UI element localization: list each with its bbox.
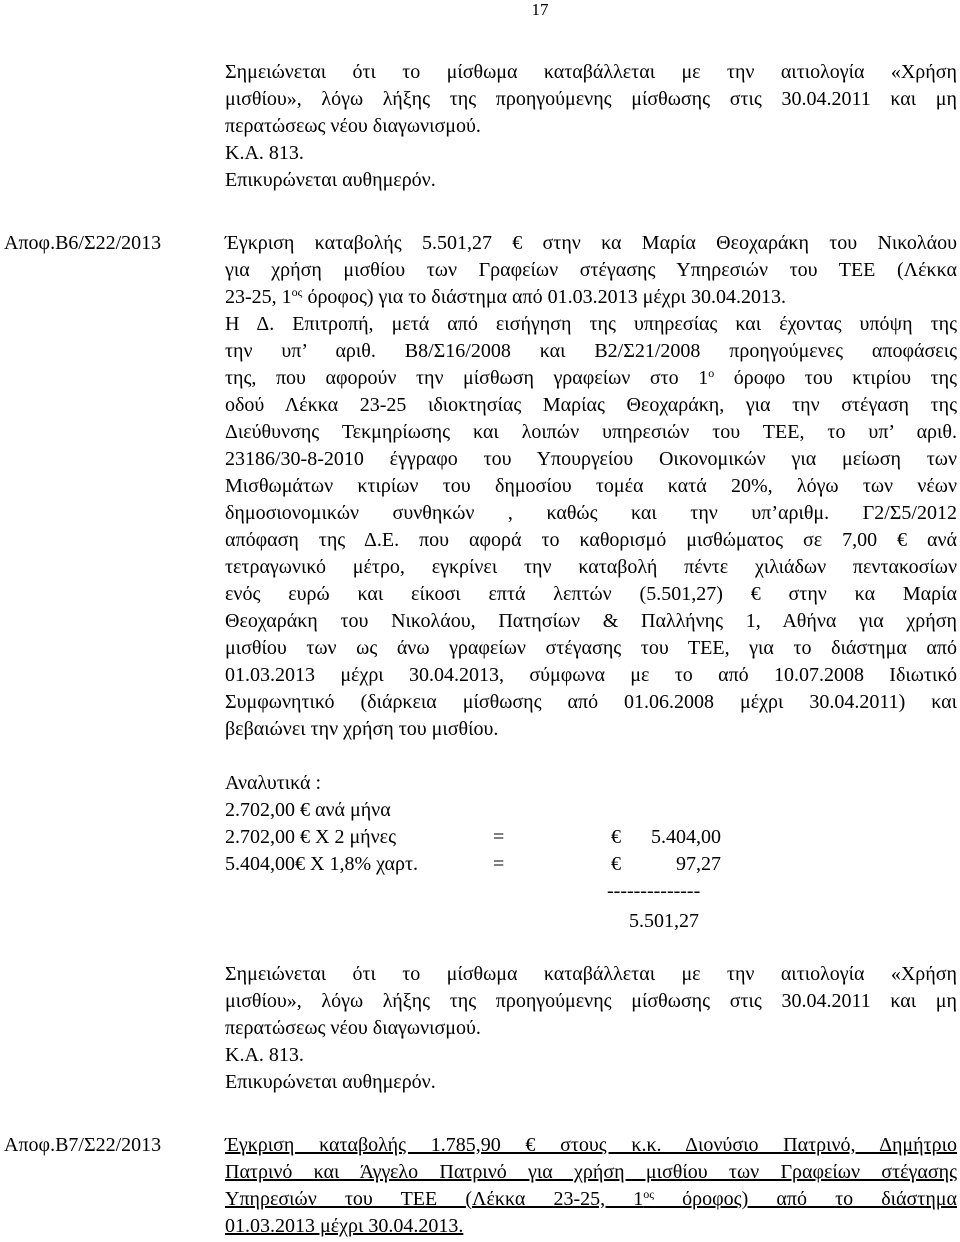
- note-line: Σημειώνεται ότι το μίσθωμα καταβάλλεται με την αιτιολογία «Χρήση: [225, 963, 957, 985]
- body-line: ενός ευρώ και είκοσι επτά λεπτών (5.501,27) € στην κα Μαρία: [225, 583, 957, 605]
- calc-amount: 5.404,00: [651, 826, 721, 848]
- body-line: Θεοχαράκη του Νικολάου, Πατησίων & Παλλήνης 1, Αθήνα για χρήση: [225, 610, 957, 632]
- body-line: 01.03.2013 μέχρι 30.04.2013, σύμφωνα με το από 10.07.2008 Ιδιωτικό: [225, 664, 957, 686]
- text-part: όροφος) από το διάστημα: [654, 1188, 957, 1210]
- note-block-1: [225, 59, 957, 194]
- superscript: ο: [708, 366, 715, 380]
- note-line: περατώσεως νέου διαγωνισμού.: [225, 115, 481, 137]
- calc-total-row: [225, 908, 745, 935]
- calc-rule: --------------: [607, 880, 701, 902]
- decision-title-line: 01.03.2013 μέχρι 30.04.2013.: [225, 1215, 464, 1237]
- text-part: της, που αφορούν την μίσθωση γραφείων στο 1: [225, 367, 709, 389]
- body-line: μισθίου των ως άνω γραφείων στέγασης του ΤΕΕ, για το διάστημα από: [225, 637, 957, 659]
- calc-eq: =: [493, 853, 505, 875]
- note-line: μισθίου», λόγω λήξης της προηγούμενης μίσθωσης στις 30.04.2011 και μη: [225, 990, 957, 1012]
- calc-currency: €: [611, 826, 621, 848]
- note-line: Επικυρώνεται αυθημερόν.: [225, 169, 436, 191]
- calc-total: 5.501,27: [629, 910, 699, 932]
- text-part: 23-25, 1: [225, 286, 292, 308]
- page-number: 17: [531, 0, 549, 19]
- body-line: δημοσιονομικών συνθηκών , καθώς και την υπ’αριθμ. Γ2/Σ5/2012: [225, 502, 957, 524]
- decision-title-line: [225, 1186, 957, 1213]
- note-line: Επικυρώνεται αυθημερόν.: [225, 1071, 436, 1093]
- superscript: ος: [291, 285, 303, 299]
- text-part: όροφος) για το διάστημα από 01.03.2013 μέχρι 30.04.2013.: [302, 286, 786, 308]
- decision-title-line: Έγκριση καταβολής 5.501,27 € στην κα Μαρία Θεοχαράκη του Νικολάου: [225, 232, 957, 254]
- body-line: [225, 365, 957, 392]
- body-line: 23186/30-8-2010 έγγραφο του Υπουργείου Οικονομικών για μείωση των: [225, 448, 957, 470]
- body-line: Συμφωνητικό (διάρκεια μίσθωσης από 01.06.2008 μέχρι 30.04.2011) και: [225, 691, 957, 713]
- note-line: Κ.Α. 813.: [225, 142, 304, 164]
- calc-row: [225, 824, 745, 851]
- body-line: Μισθωμάτων κτιρίων του δημοσίου τομέα κατά 20%, λόγω των νέων: [225, 475, 957, 497]
- note-line: Κ.Α. 813.: [225, 1044, 304, 1066]
- note-line: Σημειώνεται ότι το μίσθωμα καταβάλλεται με την αιτιολογία «Χρήση: [225, 61, 957, 83]
- calc-row: [225, 851, 745, 878]
- decision-label-b6: Αποφ.Β6/Σ22/2013: [4, 232, 162, 254]
- body-line: βεβαιώνει την χρήση του μισθίου.: [225, 718, 499, 740]
- decision-title-line: για χρήση μισθίου των Γραφείων στέγασης Υπηρεσιών του ΤΕΕ (Λέκκα: [225, 259, 957, 281]
- calc-eq: =: [493, 826, 505, 848]
- analysis-title: Αναλυτικά :: [225, 772, 322, 794]
- decision-title-line: [225, 284, 957, 311]
- calc-amount: 97,27: [676, 853, 721, 875]
- body-line: οδού Λέκκα 23-25 ιδιοκτησίας Μαρίας Θεοχαράκη, για την στέγαση της: [225, 394, 957, 416]
- note-line: μισθίου», λόγω λήξης της προηγούμενης μίσθωσης στις 30.04.2011 και μη: [225, 88, 957, 110]
- body-line: τετραγωνικό μέτρο, εγκρίνει την καταβολή πέντε χιλιάδων πεντακοσίων: [225, 556, 957, 578]
- text-part: Υπηρεσιών του ΤΕΕ (Λέκκα 23-25, 1: [225, 1188, 644, 1210]
- calc-currency: €: [611, 853, 621, 875]
- calc-left: 5.404,00€ Χ 1,8% χαρτ.: [225, 853, 419, 875]
- calculation-block: [225, 770, 745, 935]
- decision-b6: [225, 230, 957, 743]
- body-line: απόφαση της Δ.Ε. που αφορά το καθορισμό μισθώματος σε 7,00 € ανά: [225, 529, 957, 551]
- decision-title-line: Έγκριση καταβολής 1.785,90 € στους κ.κ. Διονύσιο Πατρινό, Δημήτριο: [225, 1134, 957, 1156]
- calc-left: 2.702,00 € Χ 2 μήνες: [225, 826, 396, 848]
- body-line: την υπ’ αριθ. Β8/Σ16/2008 και Β2/Σ21/2008 προηγούμενες αποφάσεις: [225, 340, 957, 362]
- superscript: ος: [643, 1187, 655, 1201]
- body-line: Η Δ. Επιτροπή, μετά από εισήγηση της υπηρεσίας και έχοντας υπόψη της: [225, 313, 957, 335]
- decision-title-line: Πατρινό και Άγγελο Πατρινό για χρήση μισθίου των Γραφείων στέγασης: [225, 1161, 957, 1183]
- body-line: Διεύθυνσης Τεκμηρίωσης και λοιπών υπηρεσιών του ΤΕΕ, το υπ’ αριθ.: [225, 421, 957, 443]
- note-line: περατώσεως νέου διαγωνισμού.: [225, 1017, 481, 1039]
- monthly-amount: 2.702,00 € ανά μήνα: [225, 799, 391, 821]
- decision-b7: [225, 1132, 957, 1240]
- calc-rule-row: [225, 878, 745, 905]
- decision-label-b7: Αποφ.Β7/Σ22/2013: [4, 1134, 162, 1156]
- note-block-2: [225, 961, 957, 1096]
- text-part: όροφο του κτιρίου της: [714, 367, 958, 389]
